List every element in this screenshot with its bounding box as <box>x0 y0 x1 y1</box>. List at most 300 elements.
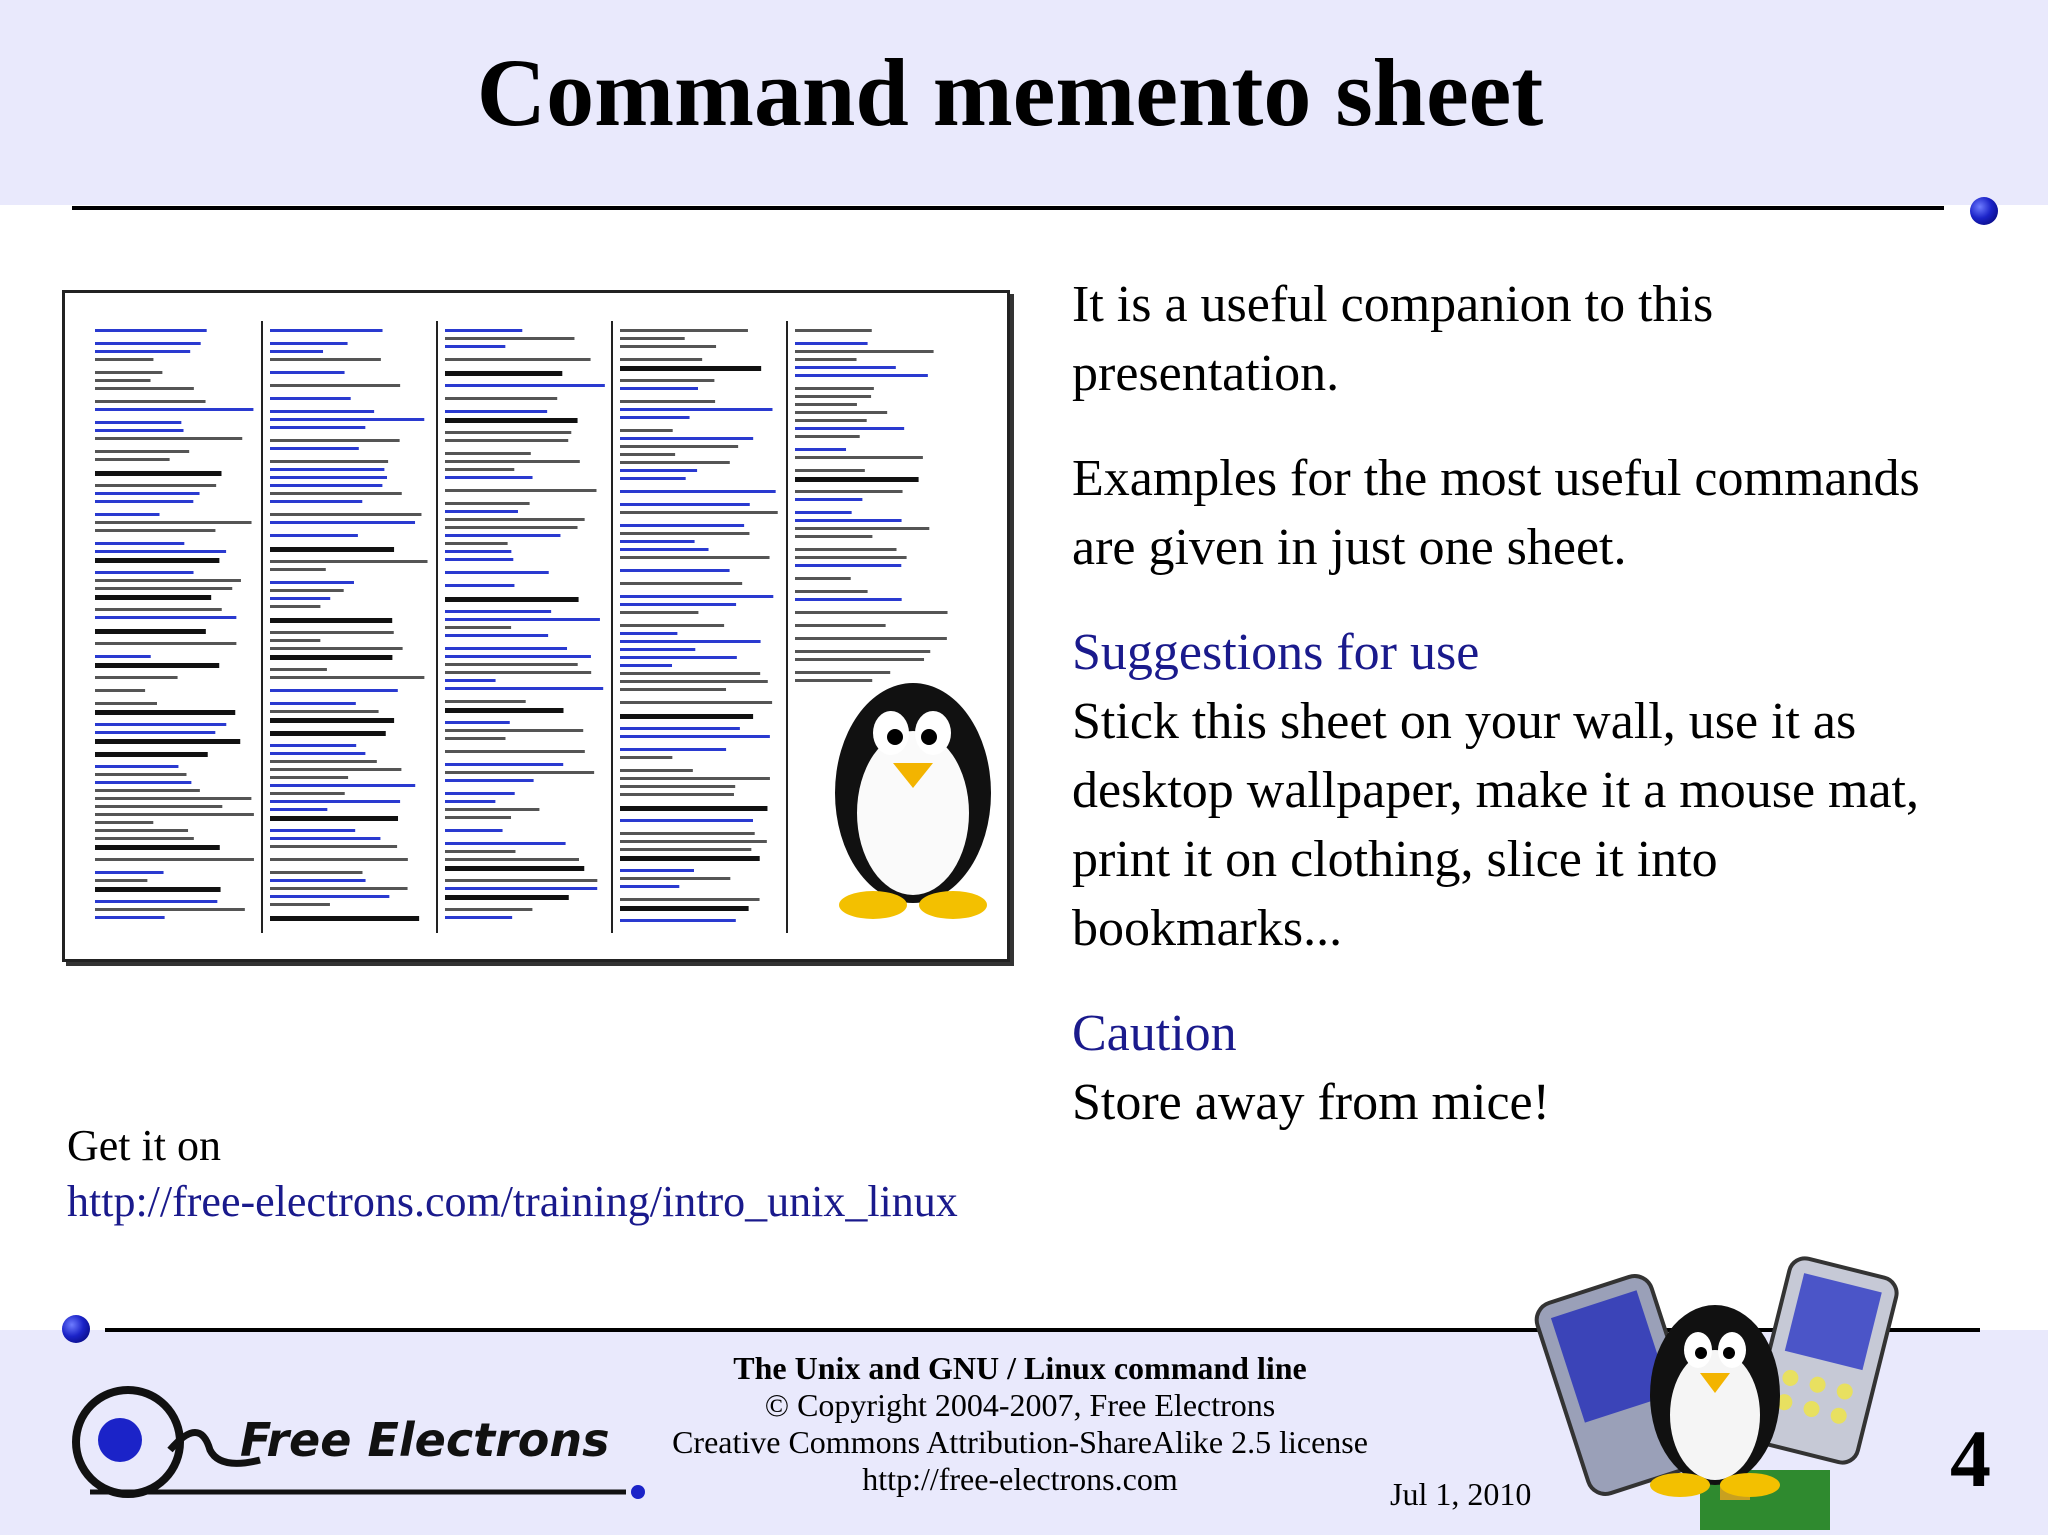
sheet-text-line <box>795 456 923 459</box>
sheet-text-line <box>95 579 241 582</box>
sheet-text-line <box>620 556 770 559</box>
sheet-text-line <box>270 776 348 779</box>
sheet-text-line <box>795 556 907 559</box>
description-column <box>1072 270 1972 1137</box>
sheet-text-line <box>620 701 772 704</box>
sheet-text-line <box>445 542 508 545</box>
sheet-text-line <box>95 663 219 668</box>
sheet-text-line <box>95 458 170 461</box>
sheet-text-line <box>620 832 755 835</box>
sheet-text-line <box>270 668 327 671</box>
sheet-text-line <box>270 350 323 353</box>
sheet-text-line <box>270 492 402 495</box>
get-it-block <box>67 1118 958 1230</box>
sheet-text-line <box>270 521 415 524</box>
sheet-text-line <box>270 418 424 421</box>
sheet-text-line <box>620 672 760 675</box>
sheet-text-line <box>620 595 773 598</box>
sheet-text-line <box>795 624 886 627</box>
sheet-text-line <box>795 564 901 567</box>
sheet-text-line <box>795 395 871 398</box>
sheet-text-line <box>620 869 694 872</box>
sheet-text-line <box>795 374 928 377</box>
sheet-text-line <box>620 840 767 843</box>
sheet-text-line <box>620 477 686 480</box>
sheet-text-line <box>95 629 206 634</box>
sheet-text-line <box>270 837 380 840</box>
sheet-text-line <box>445 887 597 890</box>
sheet-text-line <box>95 529 215 532</box>
sheet-text-line <box>620 727 740 730</box>
sheet-text-line <box>620 856 760 861</box>
sheet-text-line <box>270 744 356 747</box>
sheet-text-line <box>445 476 533 479</box>
sheet-text-line <box>620 735 770 738</box>
sheet-text-line <box>620 408 772 411</box>
sheet-text-line <box>445 763 563 766</box>
sheet-text-line <box>445 634 548 637</box>
sheet-text-line <box>620 648 695 651</box>
sheet-text-line <box>95 400 206 403</box>
sheet-text-line <box>270 468 384 471</box>
sheet-text-line <box>270 903 330 906</box>
sheet-text-line <box>95 773 186 776</box>
sheet-text-line <box>445 647 567 650</box>
sheet-text-line <box>95 408 253 411</box>
sheet-text-line <box>270 858 408 861</box>
sheet-text-line <box>445 829 503 832</box>
sheet-text-line <box>795 366 896 369</box>
sheet-text-line <box>620 511 778 514</box>
sheet-text-line <box>95 595 211 600</box>
download-link[interactable]: http://free-electrons.com/training/intro_unix_linux <box>67 1177 958 1226</box>
sheet-text-line <box>795 403 857 406</box>
license-text: Creative Commons Attribution-ShareAlike 2.5 license <box>672 1424 1368 1460</box>
sheet-text-line <box>445 526 578 529</box>
companion-text: It is a useful companion to this presentation. <box>1072 276 1714 402</box>
sheet-text-line <box>620 611 698 614</box>
sheet-text-line <box>95 429 184 432</box>
sheet-text-line <box>95 437 242 440</box>
sheet-text-line <box>95 558 219 563</box>
sheet-text-line <box>795 679 872 682</box>
sheet-text-line <box>620 640 761 643</box>
sheet-text-line <box>620 714 753 719</box>
sheet-text-line <box>270 702 356 705</box>
sheet-text-line <box>620 379 714 382</box>
sheet-text-line <box>95 676 178 679</box>
sheet-text-line <box>95 513 160 516</box>
sheet-text-line <box>620 400 715 403</box>
sheet-text-line <box>270 447 359 450</box>
sheet-text-line <box>795 419 867 422</box>
sheet-text-line <box>95 542 184 545</box>
sheet-text-line <box>620 748 726 751</box>
sheet-text-line <box>95 350 190 353</box>
sheet-text-line <box>445 397 557 400</box>
sheet-text-line <box>620 345 716 348</box>
sheet-text-line <box>270 895 389 898</box>
sheet-text-line <box>445 384 605 387</box>
sheet-text-line <box>445 850 515 853</box>
sheet-text-line <box>445 816 511 819</box>
sheet-text-line <box>795 637 947 640</box>
sheet-text-line <box>95 813 254 816</box>
sheet-text-line <box>95 642 236 645</box>
sheet-text-line <box>445 679 496 682</box>
sheet-text-line <box>620 387 698 390</box>
sheet-text-line <box>445 879 597 882</box>
sheet-text-line <box>620 819 753 822</box>
sheet-text-line <box>620 329 748 332</box>
sheet-text-line <box>445 371 562 376</box>
sheet-text-line <box>95 731 215 734</box>
sheet-text-line <box>620 582 742 585</box>
sheet-text-line <box>270 500 362 503</box>
sheet-text-line <box>620 877 730 880</box>
sheet-text-line <box>270 410 374 413</box>
sheet-text-line <box>445 750 585 753</box>
get-it-label: Get it on <box>67 1121 221 1170</box>
sheet-text-line <box>795 598 902 601</box>
sheet-text-line <box>445 687 603 690</box>
sheet-text-line <box>795 498 862 501</box>
memento-sheet-thumbnail <box>62 290 1010 962</box>
sheet-text-line <box>445 358 591 361</box>
sheet-text-line <box>270 816 398 821</box>
sheet-text-line <box>95 739 240 744</box>
sheet-text-line <box>620 688 726 691</box>
copyright-text: © Copyright 2004-2007, Free Electrons <box>764 1387 1276 1423</box>
sheet-text-line <box>620 532 749 535</box>
sheet-text-line <box>270 568 326 571</box>
sheet-text-line <box>445 916 512 919</box>
sheet-text-line <box>620 358 702 361</box>
sheet-text-line <box>620 632 677 635</box>
sheet-text-line <box>95 781 191 784</box>
sheet-text-line <box>795 448 846 451</box>
sheet-text-line <box>270 589 344 592</box>
site-url: http://free-electrons.com <box>862 1461 1178 1497</box>
suggestions-heading: Suggestions for use <box>1072 624 1480 681</box>
sheet-text-line <box>445 439 568 442</box>
sheet-text-line <box>445 610 551 613</box>
sheet-text-line <box>270 439 400 442</box>
sheet-text-line <box>445 489 596 492</box>
sheet-text-line <box>95 358 153 361</box>
sheet-text-line <box>620 453 675 456</box>
sheet-text-line <box>445 729 583 732</box>
sheet-text-line <box>270 792 345 795</box>
sheet-text-line <box>620 664 672 667</box>
sheet-text-line <box>95 450 189 453</box>
sheet-text-line <box>270 534 358 537</box>
caution-heading: Caution <box>1072 1005 1237 1062</box>
sheet-text-line <box>270 718 394 723</box>
sheet-text-line <box>95 371 162 374</box>
sheet-text-line <box>445 337 574 340</box>
sheet-text-line <box>795 358 857 361</box>
sheet-text-line <box>620 793 734 796</box>
sheet-text-line <box>445 468 514 471</box>
sheet-text-line <box>620 524 744 527</box>
sheet-text-line <box>95 845 220 850</box>
sheet-text-line <box>620 490 776 493</box>
slide-date: Jul 1, 2010 <box>1390 1476 1532 1512</box>
sheet-text-line <box>95 789 200 792</box>
sheet-text-line <box>445 431 571 434</box>
sheet-text-line <box>445 418 578 423</box>
sheet-text-line <box>445 671 591 674</box>
sheet-text-line <box>445 626 511 629</box>
sheet-text-line <box>445 518 585 521</box>
sheet-text-line <box>95 484 216 487</box>
sheet-text-line <box>795 350 934 353</box>
sheet-text-line <box>795 477 919 482</box>
sheet-text-line <box>795 577 851 580</box>
sheet-text-line <box>445 618 600 621</box>
sheet-text-line <box>95 837 194 840</box>
sheet-text-line <box>95 387 194 390</box>
sheet-text-line <box>95 571 194 574</box>
sheet-text-line <box>445 842 566 845</box>
sheet-text-line <box>95 702 157 705</box>
sheet-text-line <box>95 616 236 619</box>
sheet-text-line <box>95 329 207 332</box>
sheet-text-line <box>795 435 860 438</box>
sheet-text-line <box>270 426 365 429</box>
sheet-text-line <box>445 800 495 803</box>
sheet-text-line <box>270 371 345 374</box>
sheet-text-line <box>620 366 761 371</box>
tux-penguin-icon <box>835 683 991 919</box>
sheet-text-line <box>445 571 549 574</box>
sheet-text-line <box>270 752 365 755</box>
sheet-text-line <box>270 397 351 400</box>
sheet-text-line <box>445 792 515 795</box>
sheet-text-line <box>95 550 226 553</box>
sheet-text-line <box>270 476 387 479</box>
sheet-text-line <box>270 768 401 771</box>
sheet-text-line <box>95 500 193 503</box>
sheet-text-line <box>270 597 330 600</box>
sheet-text-line <box>445 808 539 811</box>
sheet-text-line <box>795 329 872 332</box>
sheet-text-line <box>270 384 400 387</box>
sheet-text-line <box>270 845 397 848</box>
sheet-text-line <box>270 581 354 584</box>
sheet-text-line <box>95 723 226 726</box>
sheet-text-line <box>445 510 518 513</box>
sheet-text-line <box>95 655 151 658</box>
sheet-text-line <box>795 658 924 661</box>
sheet-text-line <box>95 887 221 892</box>
caution-text: Store away from mice! <box>1072 1074 1550 1131</box>
sheet-text-line <box>95 900 217 903</box>
sheet-text-line <box>795 527 929 530</box>
page-number: 4 <box>1950 1413 1991 1504</box>
sheet-text-line <box>270 808 327 811</box>
sheet-text-line <box>270 879 366 882</box>
sheet-text-line <box>270 731 386 736</box>
sheet-text-line <box>620 548 709 551</box>
sheet-text-line <box>95 871 164 874</box>
examples-text: Examples for the most useful commands are given in just one sheet. <box>1072 450 1920 576</box>
sheet-text-line <box>95 342 201 345</box>
footer-info <box>620 1350 1420 1498</box>
sheet-text-line <box>620 656 737 659</box>
sheet-text-line <box>445 550 511 553</box>
memento-sheet-image <box>65 293 1007 959</box>
tux-phones-mascot-icon <box>1530 1245 1900 1535</box>
sheet-text-line <box>445 708 563 713</box>
suggestions-text: Stick this sheet on your wall, use it as desktop wallpaper, make it a mouse mat, print it on clothing, slice it into bookmarks... <box>1072 693 1920 957</box>
sheet-text-line <box>445 329 522 332</box>
sheet-text-line <box>445 345 505 348</box>
sheet-text-line <box>445 558 513 561</box>
sheet-text-line <box>445 908 532 911</box>
sheet-text-line <box>795 535 872 538</box>
sheet-text-line <box>620 769 693 772</box>
sheet-text-line <box>795 650 930 653</box>
sheet-text-line <box>795 590 868 593</box>
sheet-text-line <box>445 597 579 602</box>
sheet-text-line <box>445 452 531 455</box>
sheet-text-line <box>95 797 251 800</box>
sheet-text-line <box>620 906 749 911</box>
header-bullet-dot <box>1970 197 1998 225</box>
sheet-text-line <box>95 752 208 757</box>
sheet-text-line <box>270 647 403 650</box>
sheet-text-line <box>95 916 165 919</box>
sheet-text-line <box>445 866 584 871</box>
logo-text: Free Electrons <box>240 1413 610 1467</box>
sheet-text-line <box>445 779 534 782</box>
sheet-text-line <box>795 490 903 493</box>
sheet-text-line <box>445 721 510 724</box>
sheet-text-line <box>270 800 400 803</box>
sheet-text-line <box>270 639 320 642</box>
sheet-text-line <box>270 916 419 921</box>
sheet-text-line <box>270 618 392 623</box>
sheet-text-line <box>620 848 751 851</box>
sheet-text-line <box>270 513 421 516</box>
sheet-text-line <box>620 919 736 922</box>
sheet-text-line <box>95 858 254 861</box>
sheet-text-line <box>95 879 147 882</box>
sheet-text-line <box>445 771 594 774</box>
sheet-text-line <box>95 492 200 495</box>
sheet-text-line <box>620 445 738 448</box>
sheet-text-line <box>620 806 767 811</box>
sheet-text-line <box>620 624 724 627</box>
sheet-text-line <box>795 511 852 514</box>
sheet-text-line <box>620 898 760 901</box>
sheet-text-line <box>270 689 398 692</box>
sheet-text-line <box>795 387 874 390</box>
sheet-text-line <box>445 700 526 703</box>
sheet-text-line <box>795 411 887 414</box>
sheet-text-line <box>620 785 735 788</box>
sheet-text-line <box>795 342 868 345</box>
sheet-text-line <box>270 605 320 608</box>
sheet-text-line <box>795 519 902 522</box>
footer-bullet-dot <box>62 1315 90 1343</box>
sheet-text-line <box>445 410 547 413</box>
sheet-text-line <box>795 427 904 430</box>
sheet-text-line <box>95 710 235 715</box>
sheet-text-line <box>270 460 388 463</box>
sheet-text-line <box>445 655 591 658</box>
sheet-text-line <box>620 469 697 472</box>
sheet-text-line <box>270 547 394 552</box>
sheet-text-line <box>620 437 753 440</box>
sheet-text-line <box>270 484 382 487</box>
sheet-text-line <box>620 416 690 419</box>
sheet-text-line <box>95 829 188 832</box>
sheet-text-line <box>270 784 415 787</box>
sheet-text-line <box>445 534 560 537</box>
sheet-text-line <box>270 871 362 874</box>
sheet-text-line <box>620 461 730 464</box>
sheet-text-line <box>795 469 865 472</box>
sheet-text-line <box>445 663 578 666</box>
sheet-text-line <box>795 671 890 674</box>
sheet-text-line <box>620 603 736 606</box>
sheet-text-line <box>95 379 151 382</box>
sheet-text-line <box>95 608 222 611</box>
sheet-text-line <box>445 460 580 463</box>
sheet-text-line <box>795 611 948 614</box>
sheet-text-line <box>95 805 222 808</box>
sheet-text-line <box>445 858 579 861</box>
sheet-text-line <box>270 358 381 361</box>
sheet-text-line <box>95 421 181 424</box>
sheet-text-line <box>620 540 695 543</box>
sheet-text-line <box>270 655 392 660</box>
sheet-text-line <box>620 680 768 683</box>
sheet-text-line <box>620 337 685 340</box>
sheet-text-line <box>270 887 408 890</box>
sheet-text-line <box>95 471 221 476</box>
sheet-text-line <box>620 569 730 572</box>
sheet-text-line <box>95 521 252 524</box>
sheet-text-line <box>445 502 530 505</box>
sheet-text-line <box>620 777 770 780</box>
sheet-text-line <box>270 676 424 679</box>
sheet-text-line <box>95 908 245 911</box>
sheet-text-line <box>620 756 672 759</box>
sheet-text-line <box>620 503 750 506</box>
sheet-text-line <box>620 429 673 432</box>
slide-title: Command memento sheet <box>476 39 1544 146</box>
sheet-text-line <box>445 584 514 587</box>
sheet-text-line <box>620 885 679 888</box>
course-title: The Unix and GNU / Linux command line <box>733 1350 1307 1386</box>
sheet-text-line <box>445 737 505 740</box>
sheet-text-line <box>270 560 428 563</box>
sheet-text-line <box>270 329 383 332</box>
sheet-text-line <box>270 829 355 832</box>
header-rule <box>72 206 1944 210</box>
sheet-text-line <box>270 631 394 634</box>
sheet-text-line <box>795 548 897 551</box>
sheet-text-line <box>95 689 145 692</box>
sheet-text-line <box>270 342 348 345</box>
sheet-text-line <box>95 821 153 824</box>
sheet-text-line <box>95 765 178 768</box>
sheet-text-line <box>445 895 569 900</box>
